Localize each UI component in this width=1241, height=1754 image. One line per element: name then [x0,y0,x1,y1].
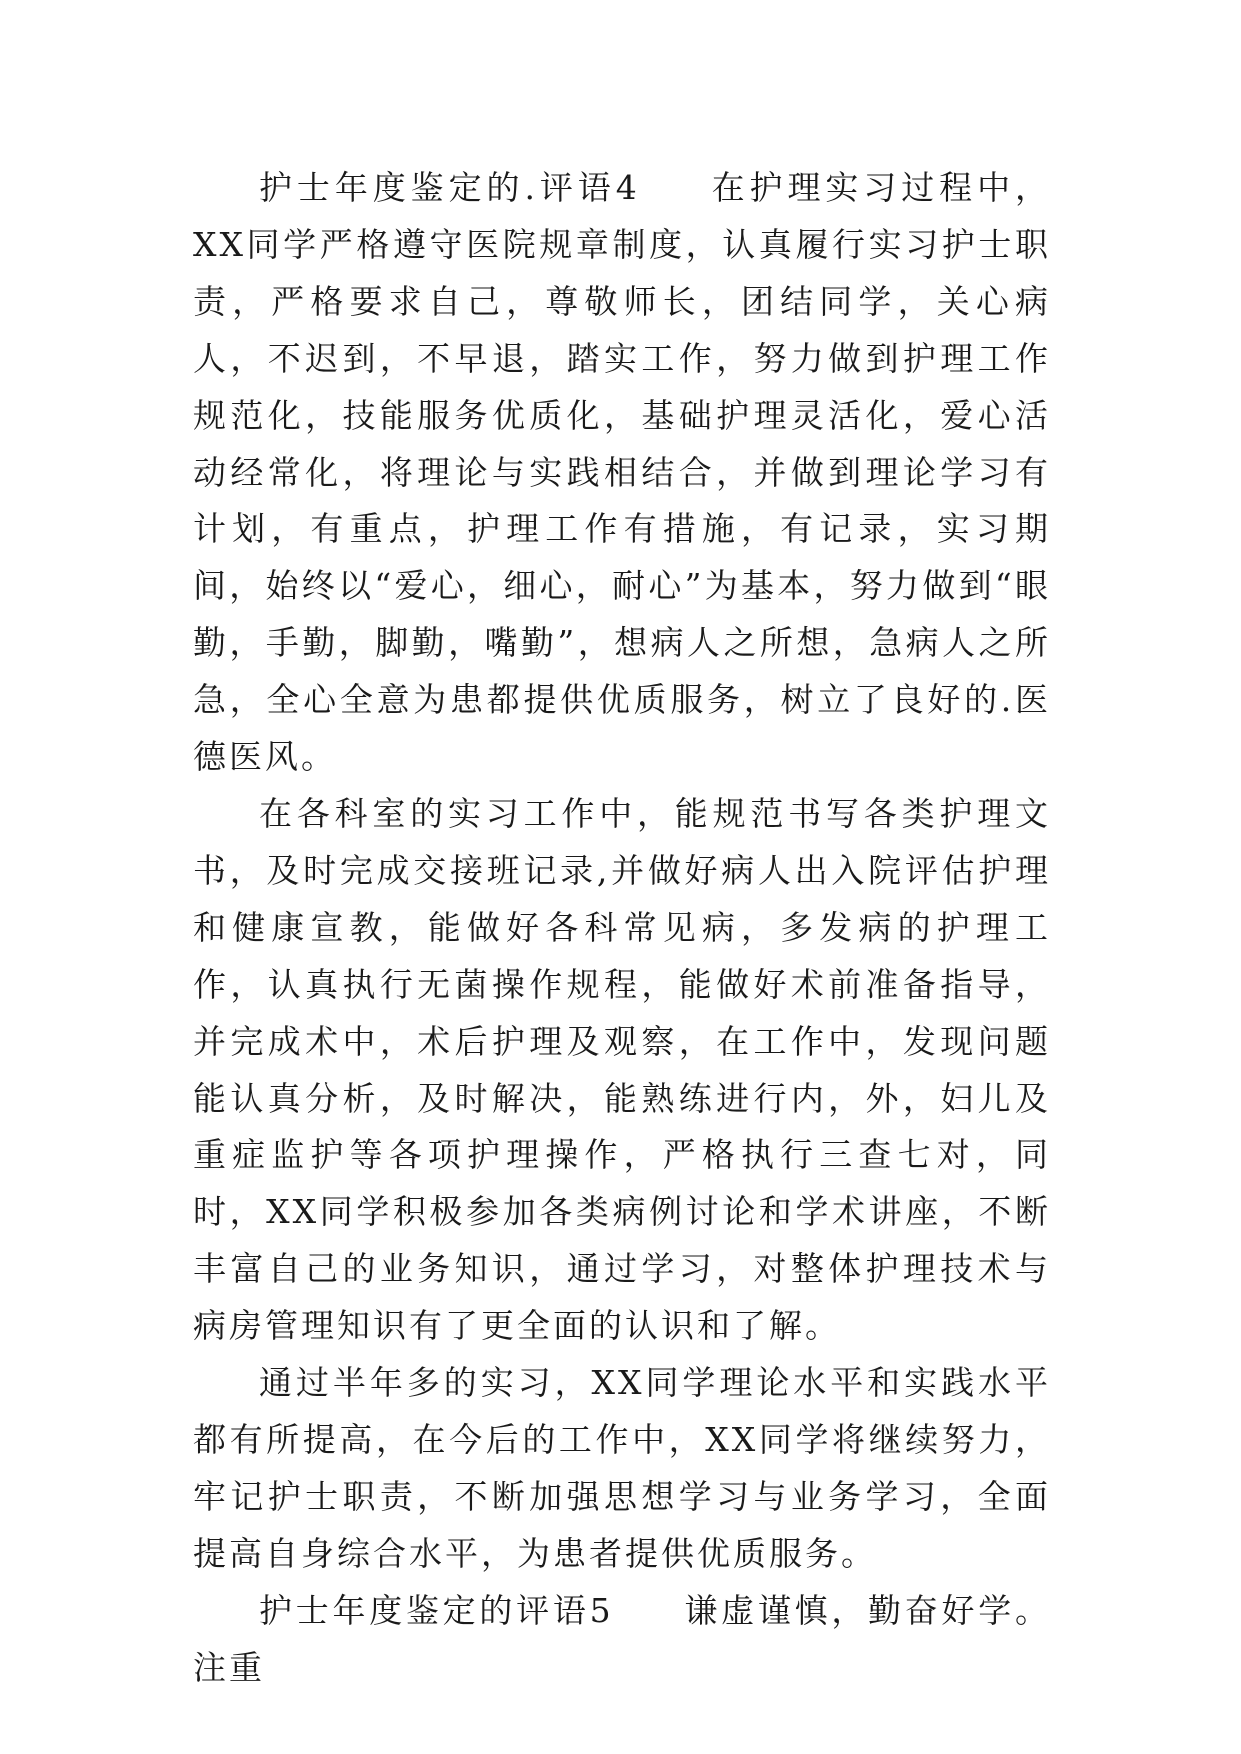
paragraph-3 [193,1355,1051,1583]
paragraph-4-text: 谦虚谨慎，勤奋好学。注重 [193,1590,1052,1687]
paragraph-4 [193,1583,1051,1697]
paragraph-1-text: 在护理实习过程中，XX同学严格遵守医院规章制度，认真履行实习护士职责，严格要求自己，尊敬师长，团结同学，关心病人，不迟到，不早退，踏实工作，努力做到护理工作规范化，技能服务优质化，基础护理灵活化，爱心活动经常化，将理论与实践相结合，并做到理论学习有计划，有重点，护理工作有措施，有记录，实习期间，始终以“爱心，细心，耐心”为基本，努力做到“眼勤，手勤，脚勤，嘴勤”，想病人之所想，急病人之所急，全心全意为患都提供优质服务，树立了良好的.医德医风。 [193,168,1051,777]
paragraph-3-text: 通过半年多的实习，XX同学理论水平和实践水平都有所提高，在今后的工作中，XX同学将继续努力，牢记护士职责，不断加强思想学习与业务学习，全面提高自身综合水平，为患者提供优质服务。 [193,1363,1051,1573]
section-heading-4: 护士年度鉴定的.评语4 [259,168,640,207]
section-heading-5: 护士年度鉴定的评语5 [259,1590,614,1630]
paragraph-1 [193,160,1051,786]
document-body [193,160,1051,1696]
paragraph-2-text: 在各科室的实习工作中，能规范书写各类护理文书，及时完成交接班记录,并做好病人出入院评估护理和健康宣教，能做好各科常见病，多发病的护理工作，认真执行无菌操作规程，能做好术前准备指导，并完成术中，术后护理及观察，在工作中，发现问题能认真分析，及时解决，能熟练进行内，外，妇儿及重症监护等各项护理操作，严格执行三查七对，同时，XX同学积极参加各类病例讨论和学术讲座，不断丰富自己的业务知识，通过学习，对整体护理技术与病房管理知识有了更全面的认识和了解。 [193,793,1051,1346]
paragraph-2 [193,786,1051,1355]
